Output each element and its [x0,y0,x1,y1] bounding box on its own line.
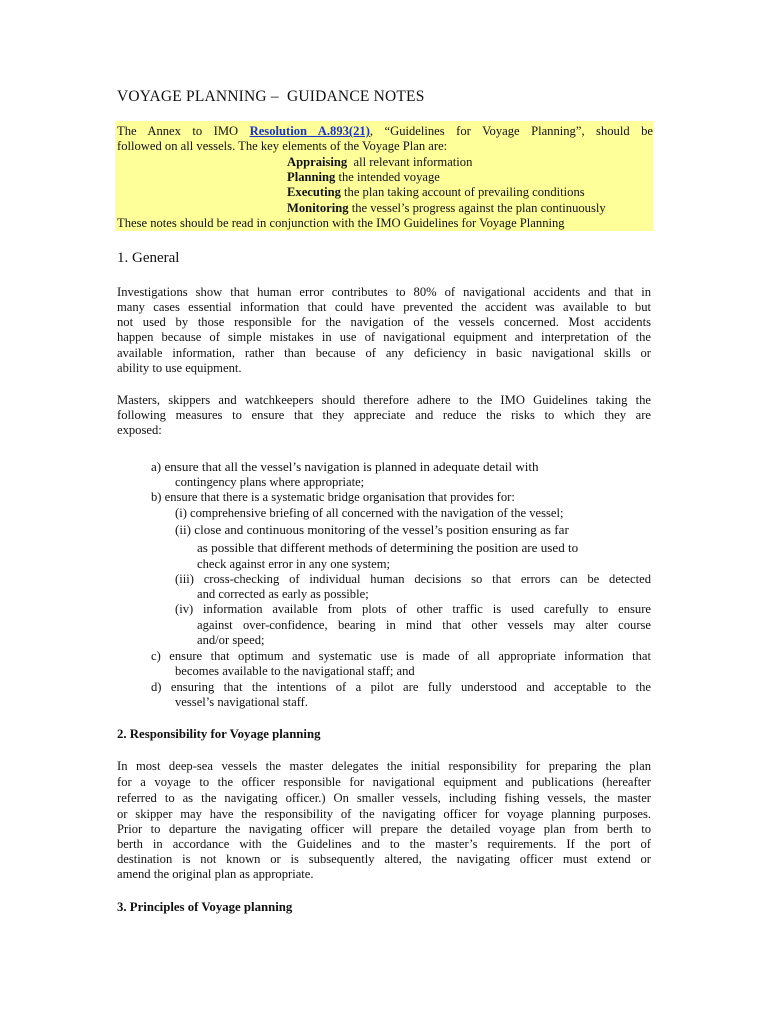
list-subitem-ii-cont: check against error in any one system; [197,557,391,571]
section-3-heading: 3. Principles of Voyage planning [117,900,293,914]
section-1-heading: 1. General [117,250,180,266]
s1-para2-line: following measures to ensure that they appreciate and reduce the risks to which they are [117,408,651,422]
element-executing: Executing the plan taking account of prevailing conditions [287,185,585,199]
list-item-c: c) ensure that optimum and systematic use is made of all appropriate information that [151,649,651,663]
s2-para-line: for a voyage to the officer responsible for navigational equipment and publications (hereafter [117,775,651,789]
s1-para1-line: available information, rather than because of any deficiency in basic navigational skills or [117,346,651,360]
intro-closing: These notes should be read in conjunction with the IMO Guidelines for Voyage Planning [117,216,565,230]
document-title: VOYAGE PLANNING – GUIDANCE NOTES [117,88,425,105]
list-subitem-ii: (ii) close and continuous monitoring of the vessel’s position ensuring as far [175,522,569,537]
element-planning: Planning the intended voyage [287,170,440,184]
s2-para-line: Prior to departure the navigating officer will prepare the detailed voyage plan from berth to [117,822,651,836]
s1-para1-line: ability to use equipment. [117,361,242,375]
s2-para-line: destination is not known or is subsequently altered, the navigating officer must extend or [117,852,651,866]
list-subitem-ii-cont: as possible that different methods of determining the position are used to [197,540,579,555]
s1-para2-line: Masters, skippers and watchkeepers should therefore adhere to the IMO Guidelines taking the [117,393,651,407]
list-subitem-iv-cont: and/or speed; [197,633,265,647]
s2-para-line: or skipper may have the responsibility of the navigating officer for voyage planning purposes. [117,807,651,821]
list-subitem-iii-cont: and corrected as early as possible; [197,587,369,601]
intro-line-1: The Annex to IMO Resolution A.893(21), “Guidelines for Voyage Planning”, should be [117,124,653,138]
list-item-a: a) ensure that all the vessel’s navigation is planned in adequate detail with [151,459,539,474]
list-subitem-iv: (iv) information available from plots of other traffic is used carefully to ensure [175,602,651,616]
s1-para1-line: not used by those responsible for the navigation of the vessels concerned. Most accidents [117,315,651,329]
intro-line-2: followed on all vessels. The key elements of the Voyage Plan are: [117,139,448,153]
list-item-a-cont: contingency plans where appropriate; [175,475,365,489]
list-item-c-cont: becomes available to the navigational staff; and [175,664,415,678]
element-appraising: Appraising all relevant information [287,155,473,169]
s1-para1-line: many cases essential information that could have prevented the accident was available to but [117,300,651,314]
section-2-heading: 2. Responsibility for Voyage planning [117,727,321,741]
list-item-d-cont: vessel’s navigational staff. [175,695,309,709]
s1-para1-line: Investigations show that human error contributes to 80% of navigational accidents and that in [117,285,651,299]
resolution-link[interactable]: Resolution A.893(21) [249,124,370,138]
s1-para1-line: happen because of simple mistakes in use of navigational equipment and interpretation of the [117,330,651,344]
s2-para-line: amend the original plan as appropriate. [117,867,314,881]
element-monitoring: Monitoring the vessel’s progress against the plan continuously [287,201,606,215]
s2-para-line: In most deep-sea vessels the master delegates the initial responsibility for preparing the plan [117,759,651,773]
list-subitem-iv-cont: against over-confidence, bearing in mind that other vessels may alter course [197,618,651,632]
s2-para-line: berth in accordance with the Guidelines and to the master’s requirements. If the port of [117,837,651,851]
list-subitem-iii: (iii) cross-checking of individual human decisions so that errors can be detected [175,572,651,586]
list-item-b: b) ensure that there is a systematic bridge organisation that provides for: [151,490,515,504]
list-subitem-i: (i) comprehensive briefing of all concerned with the navigation of the vessel; [175,506,564,520]
list-item-d: d) ensuring that the intentions of a pilot are fully understood and acceptable to the [151,680,651,694]
s1-para2-line: exposed: [117,423,162,437]
s2-para-line: referred to as the navigating officer.) On smaller vessels, including fishing vessels, the master [117,791,651,805]
